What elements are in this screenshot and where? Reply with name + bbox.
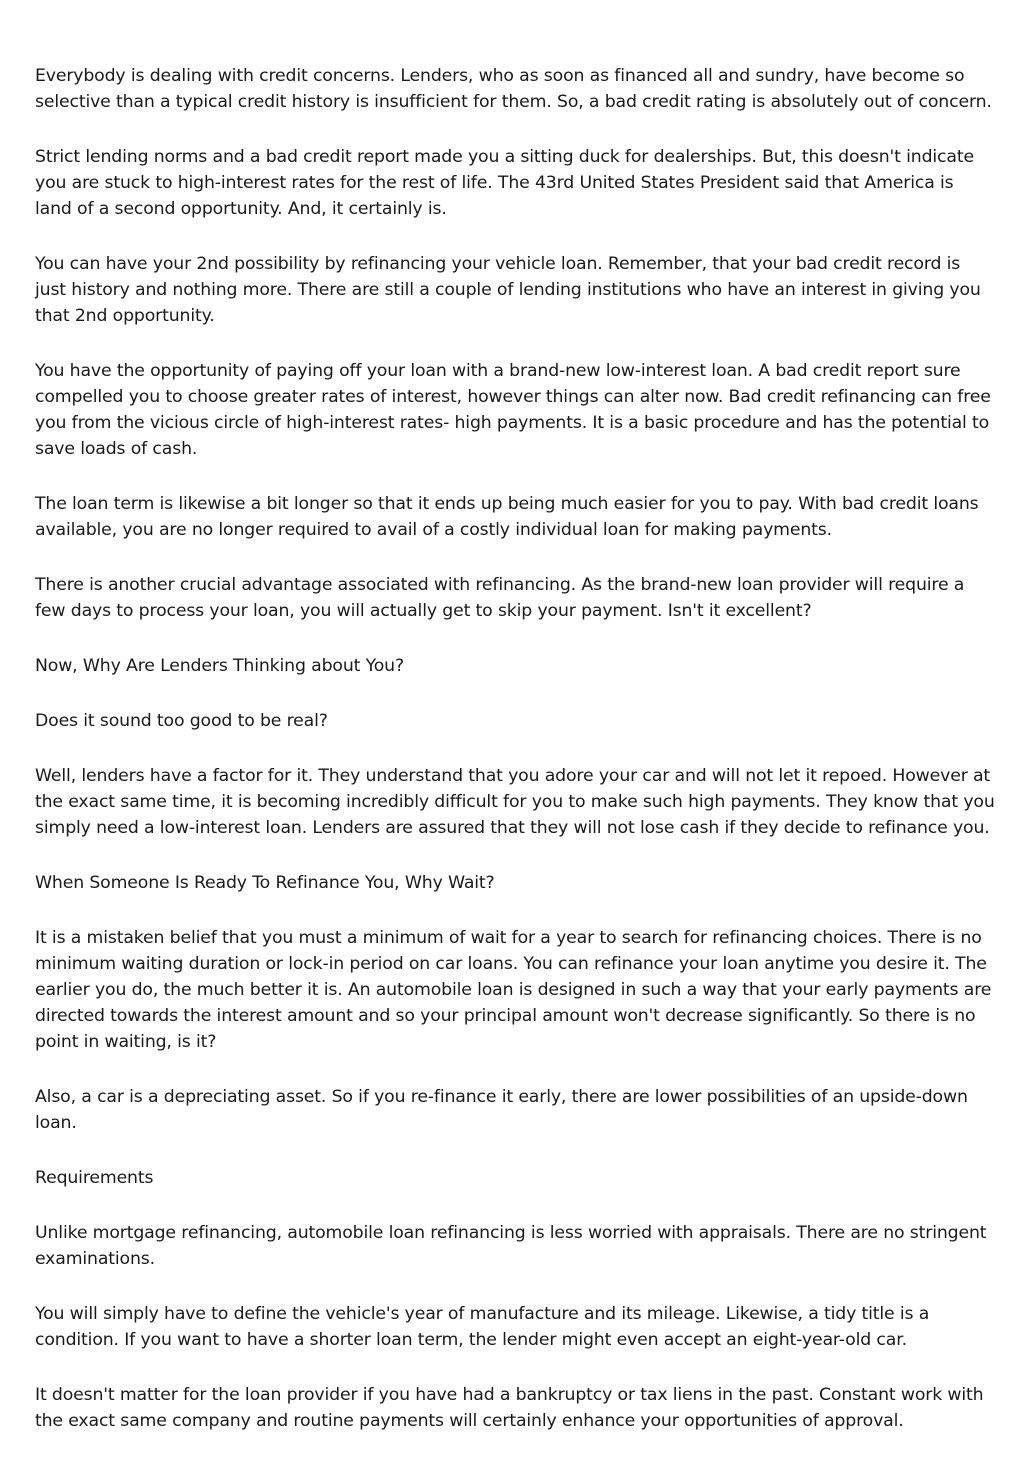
paragraph-crucial-advantage: There is another crucial advantage associated with refinancing. As the brand-new loan provider will require a few days to process your loan, you will actually get to skip your payment. Isn't it excellent? (35, 575, 965, 621)
heading-why-wait: When Someone Is Ready To Refinance You, Why Wait? (35, 873, 495, 893)
heading-why-lenders: Now, Why Are Lenders Thinking about You? (35, 656, 404, 676)
heading-requirements: Requirements (35, 1168, 154, 1188)
paragraph-mistaken-belief: It is a mistaken belief that you must a minimum of wait for a year to search for refinancing choices. There is no minimum waiting duration or lock-in period on car loans. You can refinance your loan anytime you desire it. The earlier you do, the much better it is. An automobile loan is designed in such a way that your early payments are directed towards the interest amount and so your principal amount won't decrease significantly. So there is no point in waiting, is it? (35, 928, 992, 1052)
paragraph-second-possibility: You can have your 2nd possibility by refinancing your vehicle loan. Remember, that your bad credit record is just history and nothing more. There are still a couple of lending institutions who have an interest in giving you that 2nd opportunity. (35, 254, 981, 326)
paragraph-lenders-factor: Well, lenders have a factor for it. They understand that you adore your car and will not let it repoed. However at the exact same time, it is becoming incredibly difficult for you to make such high payments. They know that you simply need a low-interest loan. Lenders are assured that they will not lose cash if they decide to refinance you. (35, 766, 995, 838)
paragraph-strict-lending: Strict lending norms and a bad credit report made you a sitting duck for dealerships. But, this doesn't indicate you are stuck to high-interest rates for the rest of life. The 43rd United States President said that America is land of a second opportunity. And, it certainly is. (35, 147, 974, 219)
paragraph-vehicle-year: You will simply have to define the vehicle's year of manufacture and its mileage. Likewise, a tidy title is a condition. If you want to have a shorter loan term, the lender might even accept an eight-year-old car. (35, 1304, 930, 1350)
document-body (35, 63, 995, 1463)
paragraph-too-good: Does it sound too good to be real? (35, 711, 328, 731)
paragraph-depreciating-asset: Also, a car is a depreciating asset. So if you re-finance it early, there are lower possibilities of an upside-down loan. (35, 1087, 968, 1133)
paragraph-loan-term: The loan term is likewise a bit longer so that it ends up being much easier for you to pay. With bad credit loans available, you are no longer required to avail of a costly individual loan for making payments. (35, 494, 979, 540)
paragraph-credit-concerns: Everybody is dealing with credit concerns. Lenders, who as soon as financed all and sundry, have become so selective than a typical credit history is insufficient for them. So, a bad credit rating is absolutely out of concern. (35, 66, 992, 112)
paragraph-mortgage-refinancing: Unlike mortgage refinancing, automobile loan refinancing is less worried with appraisals. There are no stringent examinations. (35, 1223, 987, 1269)
paragraph-low-interest-loan: You have the opportunity of paying off your loan with a brand-new low-interest loan. A bad credit report sure compelled you to choose greater rates of interest, however things can alter now. Bad credit refinancing can free you from the vicious circle of high-interest rates- high payments. It is a basic procedure and has the potential to save loads of cash. (35, 361, 991, 459)
paragraph-bankruptcy: It doesn't matter for the loan provider if you have had a bankruptcy or tax liens in the past. Constant work with the exact same company and routine payments will certainly enhance your opportunities of approval. (35, 1385, 984, 1431)
